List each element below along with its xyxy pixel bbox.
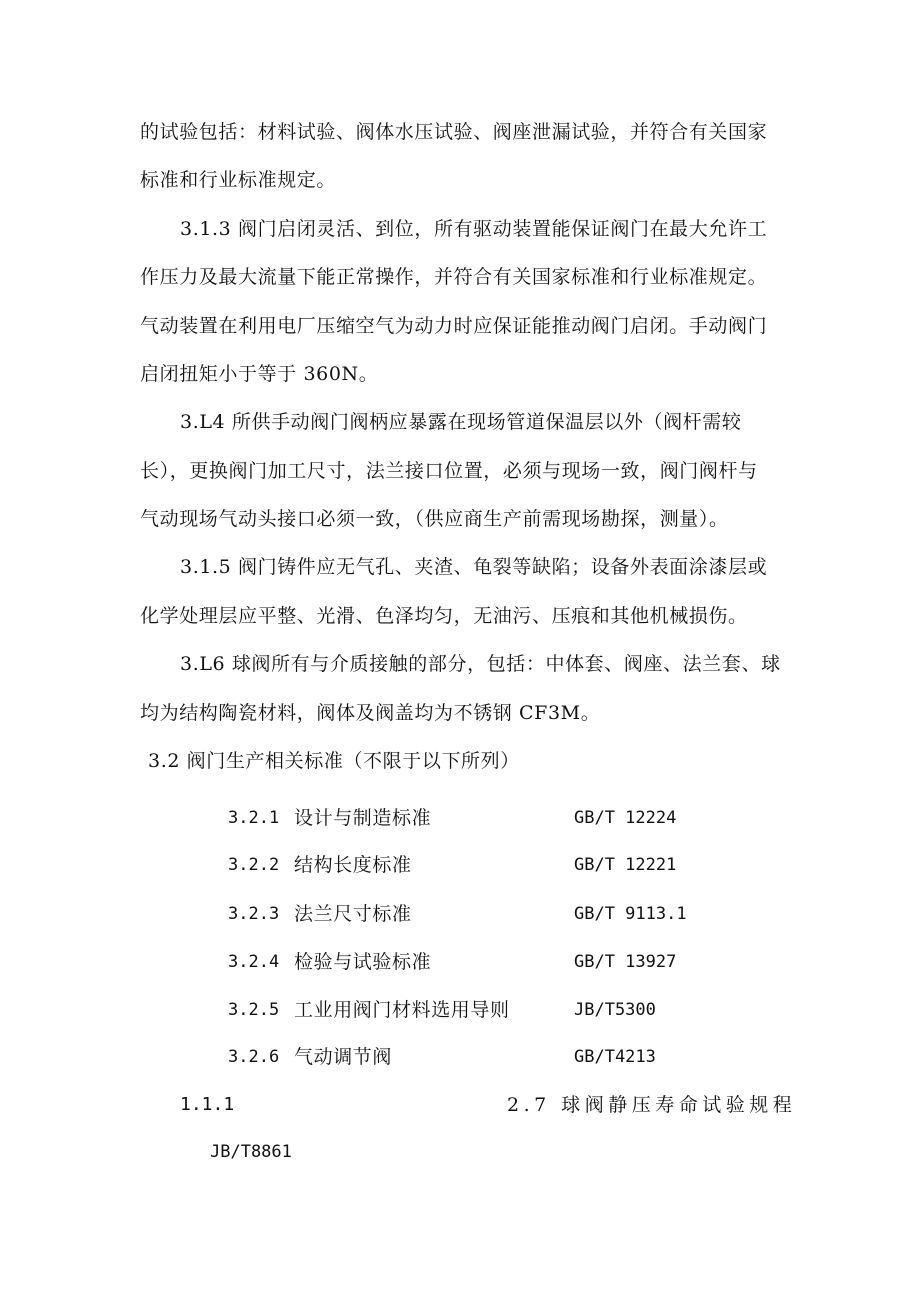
standard-name: 检验与试验标准 — [294, 951, 432, 973]
paragraph-line: 气动装置在利用电厂压缩空气为动力时应保证能推动阀门启闭。手动阀门 — [140, 315, 768, 337]
standard-code: GB/T4213 — [574, 1047, 656, 1067]
paragraph-line: 化学处理层应平整、光滑、色泽均匀，无油污、压痕和其他机械损伤。 — [140, 605, 748, 627]
paragraph-line: 启闭扭矩小于等于 360N。 — [140, 363, 379, 385]
standard-name: 设计与制造标准 — [294, 807, 432, 829]
standard-name: 结构长度标准 — [294, 854, 412, 876]
paragraph-line: 作压力及最大流量下能正常操作，并符合有关国家标准和行业标准规定。 — [140, 266, 768, 288]
paragraph-line: 3.1.5 阀门铸件应无气孔、夹渣、龟裂等缺陷；设备外表面涂漆层或 — [180, 556, 768, 578]
standard-code: GB/T 13927 — [574, 952, 677, 972]
standard-code: GB/T 12221 — [574, 855, 677, 875]
standard-number: 3.2.6 — [228, 1047, 280, 1067]
standard-number: 3.2.1 — [228, 808, 280, 828]
standard-name: 气动调节阀 — [294, 1046, 393, 1068]
paragraph-line: 3.L4 所供手动阀门阀柄应暴露在现场管道保温层以外（阀杆需较 — [180, 411, 742, 433]
standard-number: 3.2.2 — [228, 855, 280, 875]
standard-name: 法兰尺寸标准 — [294, 903, 412, 925]
odd-item-title: 2.7 球阀静压寿命试验规程 — [507, 1094, 797, 1116]
standard-number: 3.2.5 — [228, 1000, 280, 1020]
odd-item-code: JB/T8861 — [210, 1142, 292, 1162]
section-heading: 3.2 阀门生产相关标准（不限于以下所列） — [148, 750, 520, 772]
paragraph-line: 均为结构陶瓷材料，阀体及阀盖均为不锈钢 CF3M。 — [140, 702, 601, 724]
standard-code: GB/T 12224 — [574, 808, 677, 828]
paragraph-line: 长），更换阀门加工尺寸，法兰接口位置，必须与现场一致，阀门阀杆与 — [140, 460, 758, 482]
paragraph-line: 3.1.3 阀门启闭灵活、到位，所有驱动装置能保证阀门在最大允许工 — [180, 218, 768, 240]
odd-item-number: 1.1.1 — [180, 1094, 235, 1115]
standard-code: JB/T5300 — [574, 1000, 656, 1020]
standard-number: 3.2.3 — [228, 904, 280, 924]
paragraph-line: 气动现场气动头接口必须一致，（供应商生产前需现场勘探，测量）。 — [140, 508, 729, 530]
paragraph-line: 的试验包括：材料试验、阀体水压试验、阀座泄漏试验，并符合有关国家 — [140, 121, 768, 143]
standard-code: GB/T 9113.1 — [574, 904, 687, 924]
standard-number: 3.2.4 — [228, 952, 280, 972]
standard-name: 工业用阀门材料选用导则 — [294, 999, 510, 1021]
paragraph-line: 3.L6 球阀所有与介质接触的部分，包括：中体套、阀座、法兰套、球 — [180, 653, 781, 675]
paragraph-line: 标准和行业标准规定。 — [140, 169, 337, 191]
